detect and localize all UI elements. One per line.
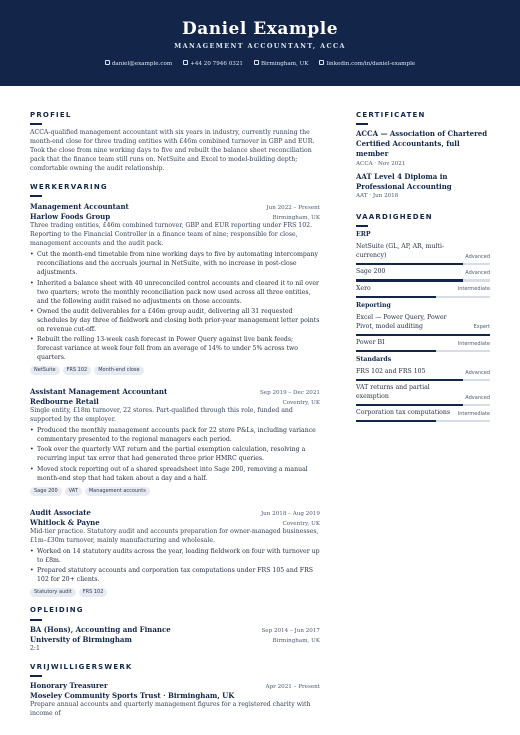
skill-bar-fill	[356, 279, 463, 281]
certification-detail: ACCA · Nov 2021	[356, 160, 406, 167]
profile-section	[30, 110, 320, 174]
job-entry	[30, 508, 320, 598]
skill-group-title: Standards	[356, 356, 392, 363]
job-bullets	[30, 548, 320, 585]
skill-bar-fill	[356, 263, 463, 265]
skill-bar-track	[356, 263, 490, 265]
section-divider	[356, 123, 368, 125]
job-bullets	[30, 251, 320, 362]
skill-name: VAT returns and partial exemption	[356, 384, 430, 401]
list-item: • Cut the month-end timetable from nine working days to five by automating intercompany reconciliations and the accruals journal in NetSuite, with no increase in post-close adjustments.	[30, 251, 320, 278]
job-summary: Single entity, £18m turnover, 22 stores. Part-qualified through this role, funded and supported by the employer.	[30, 407, 293, 424]
education-grade: 2:1	[30, 644, 40, 652]
job-location: Coventry, UK	[282, 520, 320, 527]
certification-title: ACCA — Association of Chartered Certified Accountants, full member	[356, 129, 488, 159]
skill-item	[356, 243, 490, 265]
skill-bar-fill	[356, 379, 463, 381]
skill-item	[356, 339, 490, 352]
volunteer-role: Honorary Treasurer	[30, 681, 108, 691]
skill-item	[356, 268, 490, 281]
skill-name: Excel — Power Query, Power Pivot, model auditing	[356, 313, 447, 330]
section-divider	[30, 195, 42, 197]
list-item: • Owned the audit deliverables for a £46m group audit, delivering all 31 requested schedules by day three of fieldwork and closing both prior-year management letter points on revenue cut-off.	[30, 308, 320, 335]
skill-bar-track	[356, 350, 490, 352]
job-company: Redbourne Retail	[30, 397, 99, 407]
job-location: Coventry, UK	[282, 400, 320, 407]
skill-bar-track	[356, 279, 490, 281]
skill-name: FRS 102 and FRS 105	[356, 367, 426, 375]
skill-bar-fill	[356, 334, 490, 336]
list-item: • Worked on 14 statutory audits across the year, leading fieldwork on four with turnover up to £8m.	[30, 548, 320, 566]
skill-level: Advanced	[465, 394, 490, 401]
section-divider	[30, 675, 42, 677]
skill-item	[356, 409, 490, 422]
job-location: Birmingham, UK	[272, 215, 320, 222]
skill-name: NetSuite (GL, AP, AR, multi-currency)	[356, 243, 445, 260]
linkedin-icon	[319, 60, 324, 65]
certifications-section	[356, 110, 490, 200]
resume-header	[0, 0, 520, 86]
skill-level: Advanced	[465, 253, 490, 260]
skill-name: Corporation tax computations	[356, 409, 451, 417]
phone-icon	[183, 60, 188, 65]
skill-item	[356, 368, 490, 381]
section-heading-skills: VAARDIGHEDEN	[356, 213, 433, 222]
education-dates: Sep 2014 – Jun 2017	[261, 627, 320, 634]
job-entry	[30, 387, 320, 496]
skill-bar-track	[356, 379, 490, 381]
skill-bar-fill	[356, 296, 436, 298]
sidebar-column	[356, 110, 490, 719]
job-tags	[30, 366, 320, 375]
certification-detail: AAT · Jun 2018	[356, 192, 399, 199]
skill-bar-track	[356, 404, 490, 406]
contact-bar	[0, 60, 520, 68]
skill-level: Intermediate	[457, 286, 490, 293]
section-heading-volunteer: VRIJWILLIGERSWERK	[30, 662, 133, 671]
job-dates: Sep 2019 – Dec 2021	[259, 390, 320, 397]
skill-name: Power BI	[356, 338, 385, 346]
skill-bar-track	[356, 420, 490, 422]
experience-section	[30, 182, 320, 597]
section-heading-certifications: CERTIFICATEN	[356, 111, 426, 119]
job-tags	[30, 588, 320, 597]
skill-level: Intermediate	[457, 340, 490, 347]
skills-section	[356, 212, 490, 422]
candidate-name: Daniel Example	[181, 19, 339, 39]
candidate-title: MANAGEMENT ACCOUNTANT, ACCA	[174, 41, 346, 50]
job-summary: Mid-tier practice. Statutory audit and accounts preparation for owner-managed businesses, £1m–£30m turnover, mainly manufacturing and wholesale.	[30, 528, 319, 545]
skill-tag: NetSuite	[30, 366, 60, 375]
profile-text: ACCA-qualified management accountant with six years in industry, currently running the month-end close for three trading entities with £46m combined turnover in GBP and EUR. Took the close from nine working days to five and rebuilt the balance sheet reconciliation pack that the finance team still runs on. NetSuite and Excel to model-building depth; comfortable owning the audit relationship.	[30, 129, 315, 173]
list-item: • Inherited a balance sheet with 40 unreconciled control accounts and cleared it to nil over two quarters; wrote the monthly reconciliation pack now used across all three entities, and the following audit raised no adjustments on those accounts.	[30, 280, 320, 307]
list-item: • Rebuilt the rolling 13-week cash forecast in Power Query against live bank feeds; forecast variance at week four fell from an average of 14% to under 5% across two quarters.	[30, 336, 320, 363]
job-title: Assistant Management Accountant	[30, 387, 168, 397]
skill-bar-fill	[356, 350, 436, 352]
skill-tag: VAT	[65, 487, 82, 496]
skill-tag: Management accounts	[85, 487, 150, 496]
skill-bar-track	[356, 296, 490, 298]
skill-tag: Statutory audit	[30, 588, 76, 597]
section-heading-education: OPLEIDING	[30, 606, 84, 615]
skill-bar-track	[356, 334, 490, 336]
volunteer-dates: Apr 2021 – Present	[265, 684, 320, 691]
list-item: • Took over the quarterly VAT return and the partial exemption calculation, resolving a recurring input tax error that had generated three prior HMRC queries.	[30, 446, 320, 464]
main-column	[30, 110, 330, 719]
job-company: Harlow Foods Group	[30, 212, 111, 222]
skill-level: Advanced	[465, 369, 490, 376]
skill-item	[356, 314, 490, 336]
job-dates: Jun 2022 – Present	[266, 205, 320, 212]
education-school: University of Birmingham	[30, 634, 132, 644]
contact-phone[interactable]: +44 20 7946 0321	[183, 60, 243, 68]
skill-name: Xero	[356, 284, 371, 292]
volunteer-org: Moseley Community Sports Trust · Birmingham, UK	[30, 691, 235, 701]
job-dates: Jun 2018 – Aug 2019	[260, 510, 320, 517]
list-item: • Prepared statutory accounts and corporation tax computations under FRS 105 and FRS 102 for 20+ clients.	[30, 567, 320, 585]
email-icon	[105, 60, 110, 65]
skill-item	[356, 384, 490, 406]
skill-group-title: ERP	[356, 231, 371, 239]
job-company: Whitlock & Payne	[30, 517, 100, 527]
list-item: • Produced the monthly management accounts pack for 22 store P&Ls, including variance commentary presented to the regional managers each period.	[30, 427, 320, 445]
location-icon	[254, 60, 259, 65]
volunteer-section	[30, 662, 320, 719]
section-divider	[356, 225, 368, 227]
section-heading-profile: PROFIEL	[30, 111, 72, 119]
skill-level: Intermediate	[457, 411, 490, 418]
contact-linkedin[interactable]: linkedin.com/in/daniel-example	[319, 60, 415, 68]
volunteer-text: Prepare annual accounts and quarterly management figures for a registered charity with income of	[30, 701, 311, 718]
skill-item	[356, 285, 490, 298]
job-summary: Three trading entities, £46m combined turnover, GBP and EUR reporting under FRS 102. Reporting to the Financial Controller in a finance team of nine; responsible for close, management accounts and the audit pack.	[30, 222, 313, 248]
contact-email[interactable]: daniel@example.com	[105, 60, 172, 68]
skill-tag: Sage 200	[30, 487, 62, 496]
list-item: • Moved stock reporting out of a shared spreadsheet into Sage 200, removing a manual month-end step that had taken about a day and a half.	[30, 466, 320, 484]
skill-group-title: Reporting	[356, 301, 391, 309]
job-entry	[30, 202, 320, 375]
education-section	[30, 605, 320, 653]
skill-tag: FRS 102	[79, 588, 108, 597]
education-degree: BA (Hons), Accounting and Finance	[30, 624, 171, 634]
skill-tag: FRS 102	[63, 366, 92, 375]
contact-location: Birmingham, UK	[254, 60, 309, 68]
job-title: Audit Associate	[30, 507, 91, 517]
skill-tag: Month-end close	[94, 366, 143, 375]
job-tags	[30, 487, 320, 496]
section-divider	[30, 123, 42, 125]
skill-name: Sage 200	[356, 268, 386, 276]
skill-level: Advanced	[465, 270, 490, 277]
skill-bar-fill	[356, 404, 463, 406]
job-title: Management Accountant	[30, 202, 129, 212]
education-location: Birmingham, UK	[272, 637, 320, 644]
skill-bar-fill	[356, 420, 436, 422]
section-divider	[30, 619, 42, 621]
section-heading-experience: WERKERVARING	[30, 183, 108, 192]
certification-title: AAT Level 4 Diploma in Professional Accounting	[356, 171, 452, 191]
job-bullets	[30, 427, 320, 483]
skill-level: Expert	[473, 324, 490, 331]
